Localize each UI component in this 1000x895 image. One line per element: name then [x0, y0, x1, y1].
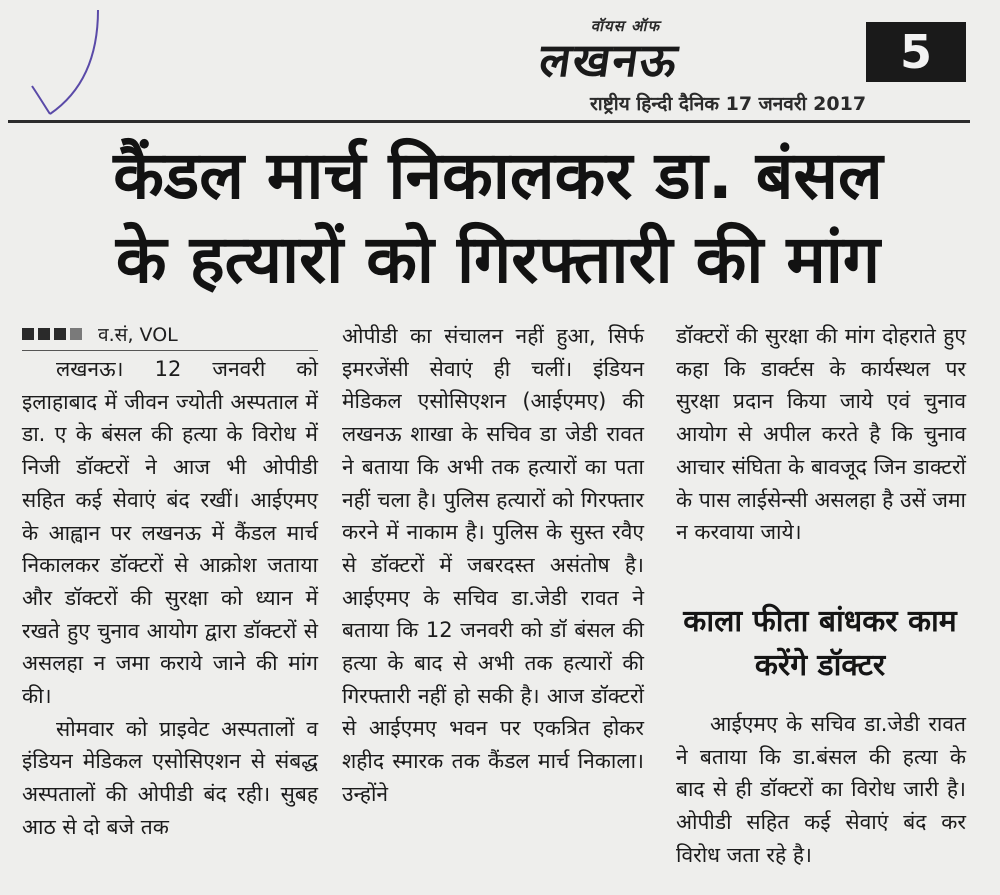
byline-square-icon	[54, 328, 66, 340]
paragraph: आईएमए के सचिव डा.जेडी रावत ने बताया कि डा.बंसल की हत्या के बाद से ही डॉक्टरों का विरोध जारी है। ओपीडी सहित कई सेवाएं बंद कर विरोध जता रहे है।	[676, 712, 966, 867]
article-column-1	[22, 353, 318, 844]
byline-square-icon	[22, 328, 34, 340]
article-column-3	[676, 320, 966, 549]
headline-line-1: कैंडल मार्च निकालकर डा. बंसल	[113, 137, 883, 214]
page-number: 5	[866, 22, 966, 82]
byline-square-icon	[38, 328, 50, 340]
article-column-2	[342, 320, 644, 811]
paragraph: लखनऊ। 12 जनवरी को इलाहाबाद में जीवन ज्योती अस्पताल में डा. ए के बंसल की हत्या के विरोध में निजी डॉक्टरों ने आज भी ओपीडी सहित कई सेवाएं बंद रखीं। आईएमए के आह्वान पर लखनऊ में कैंडल मार्च निकालकर डॉक्टरों से आक्रोश जताया और डॉक्टरों की सुरक्षा को ध्यान में रखते हुए चुनाव आयोग द्वारा डॉक्टरों से असलहा न जमा कराये जाने की मांग की।	[22, 357, 318, 709]
byline-text: व.सं, VOL	[98, 324, 178, 346]
paragraph: ओपीडी का संचालन नहीं हुआ, सिर्फ इमरजेंसी सेवाएं ही चलीं। इंडियन मेडिकल एसोसिएशन (आईएमए) की लखनऊ शाखा के सचिव डा जेडी रावत ने बताया कि अभी तक हत्यारों का पता नहीं चला है। पुलिस हत्यारों को गिरफ्तार करने में नाकाम है। पुलिस के सुस्त रवैए से डॉक्टरों में जबरदस्त असंतोष है। आईएमए के सचिव डा.जेडी रावत ने बताया कि 12 जनवरी को डॉ बंसल की हत्या के बाद से अभी तक हत्यारों की गिरफ्तारी नहीं हो सकी है। आज डॉक्टरों से आईएमए भवन पर एकत्रित होकर शहीद स्मारक तक कैंडल मार्च निकाला। उन्होंने	[342, 324, 644, 806]
headline-line-2: के हत्यारों को गिरफ्तारी की मांग	[115, 221, 881, 298]
pen-mark	[28, 8, 108, 120]
subheading: काला फीता बांधकर काम करेंगे डॉक्टर	[683, 604, 957, 683]
paragraph: सोमवार को प्राइवेट अस्पतालों व इंडियन मेडिकल एसोसिएशन से संबद्ध अस्पतालों की ओपीडी बंद रही। सुबह आठ से दो बजे तक	[22, 716, 318, 839]
brand-main: लखनऊ	[536, 33, 683, 87]
dateline: राष्ट्रीय हिन्दी दैनिक 17 जनवरी 2017	[590, 93, 867, 115]
article-column-3-continued	[676, 708, 966, 872]
paragraph: डॉक्टरों की सुरक्षा की मांग दोहराते हुए कहा कि डार्क्टस के कार्यस्थल पर सुरक्षा प्रदान किया जाये एवं चुनाव आयोग से अपील करते है कि चुनाव आचार संघिता के बावजूद जिन डाक्टरों के पास लाईसेन्सी असलहा है उसें जमा न करवाया जाये।	[676, 324, 966, 545]
byline	[22, 320, 178, 348]
headline	[18, 134, 978, 302]
byline-square-icon	[70, 328, 82, 340]
masthead-rule	[8, 120, 970, 123]
brand-top: वॉयस ऑफ	[590, 17, 664, 35]
byline-rule	[22, 350, 318, 351]
